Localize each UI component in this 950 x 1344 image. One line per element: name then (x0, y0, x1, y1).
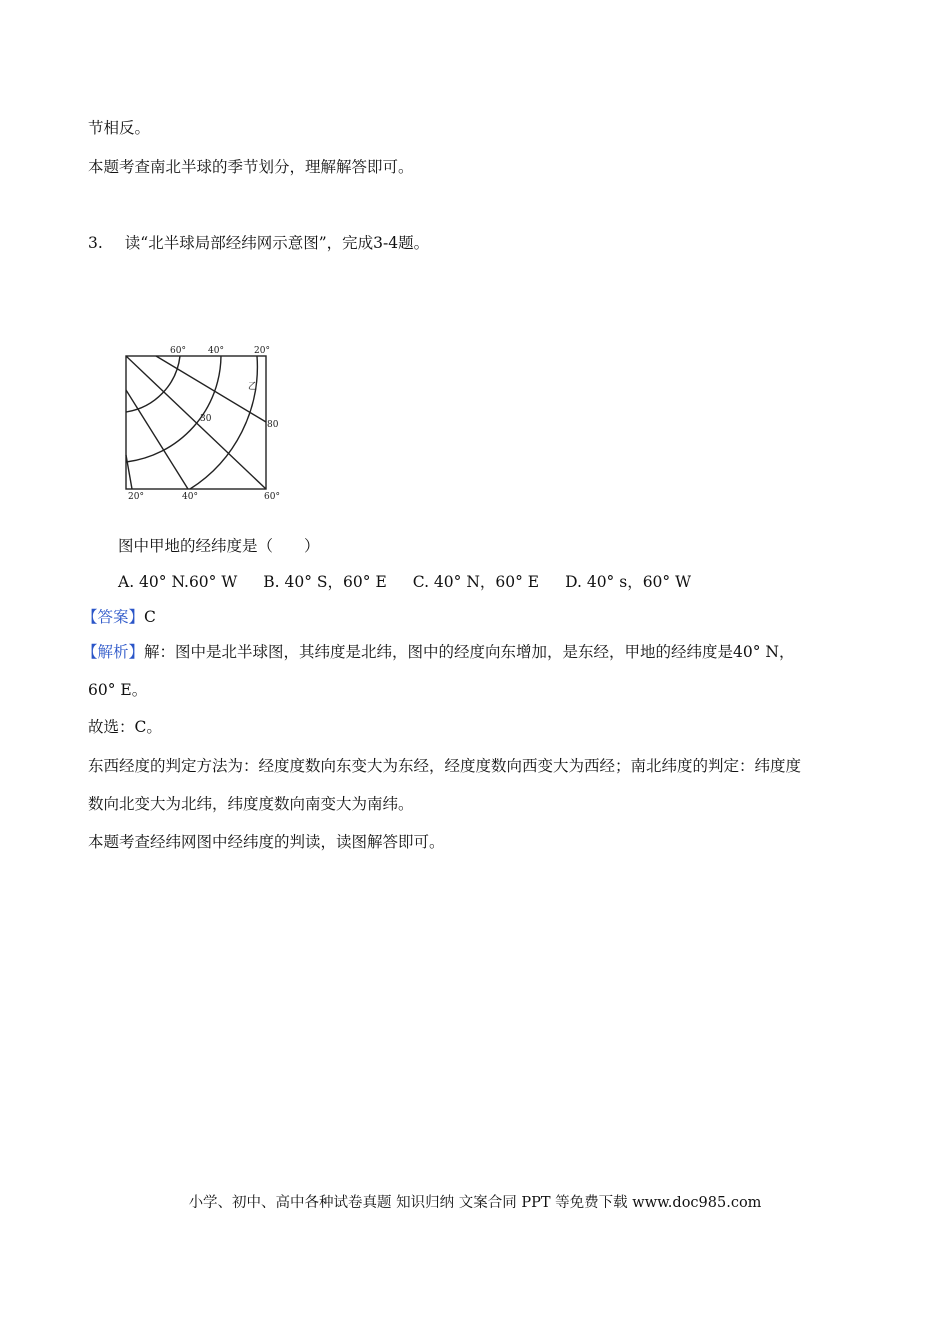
page-footer: 小学、初中、高中各种试卷真题 知识归纳 文案合同 PPT 等免费下载 www.doc985.com (188, 1195, 762, 1211)
analysis-line (82, 642, 794, 662)
options-row (118, 572, 691, 592)
option-a: A. 40° N.60° W (118, 573, 238, 591)
label-right-80: 80 (267, 420, 279, 430)
answer-line (82, 607, 156, 627)
text-line: 东西经度的判定方法为：经度度数向东变大为东经，经度度数向西变大为西经；南北纬度的判定：纬度度 (88, 757, 802, 775)
analysis-tag: 【解析】 (82, 643, 145, 661)
label-top-60: 60° (170, 346, 186, 356)
option-c: C. 40° N，60° E (412, 573, 540, 591)
label-top-40: 40° (208, 346, 224, 356)
latitude-arc-40 (126, 356, 221, 462)
text-line: 数向北变大为北纬，纬度度数向南变大为南纬。 (88, 795, 414, 813)
label-yi: 乙 (248, 382, 258, 392)
question-number: 3. (88, 234, 103, 252)
label-bottom-20: 20° (128, 492, 144, 502)
label-center-30: 30 (200, 414, 212, 424)
option-d: D. 40° s，60° W (565, 573, 692, 591)
text-line: 故选：C。 (88, 718, 162, 736)
text-line: 本题考查经纬网图中经纬度的判读，读图解答即可。 (88, 833, 445, 851)
question-heading (88, 233, 429, 253)
meridian-20 (126, 455, 132, 489)
question-text: 读“北半球局部经纬网示意图”，完成3-4题。 (124, 234, 430, 252)
analysis-text: 解：图中是北半球图，其纬度是北纬，图中的经度向东增加，是东经，甲地的经纬度是40° N， (144, 643, 795, 661)
question-prompt: 图中甲地的经纬度是（ ） (118, 537, 320, 555)
graticule-figure (118, 340, 290, 502)
text-line: 本题考查南北半球的季节划分，理解解答即可。 (88, 158, 414, 176)
text-line: 60° E。 (88, 681, 148, 699)
label-bottom-60: 60° (264, 492, 280, 502)
label-top-20: 20° (254, 346, 270, 356)
answer-tag: 【答案】 (82, 608, 145, 626)
text-line: 节相反。 (88, 119, 151, 137)
meridian-40 (126, 390, 188, 489)
label-bottom-40: 40° (182, 492, 198, 502)
option-b: B. 40° S，60° E (263, 573, 387, 591)
answer-value: C (144, 608, 156, 626)
